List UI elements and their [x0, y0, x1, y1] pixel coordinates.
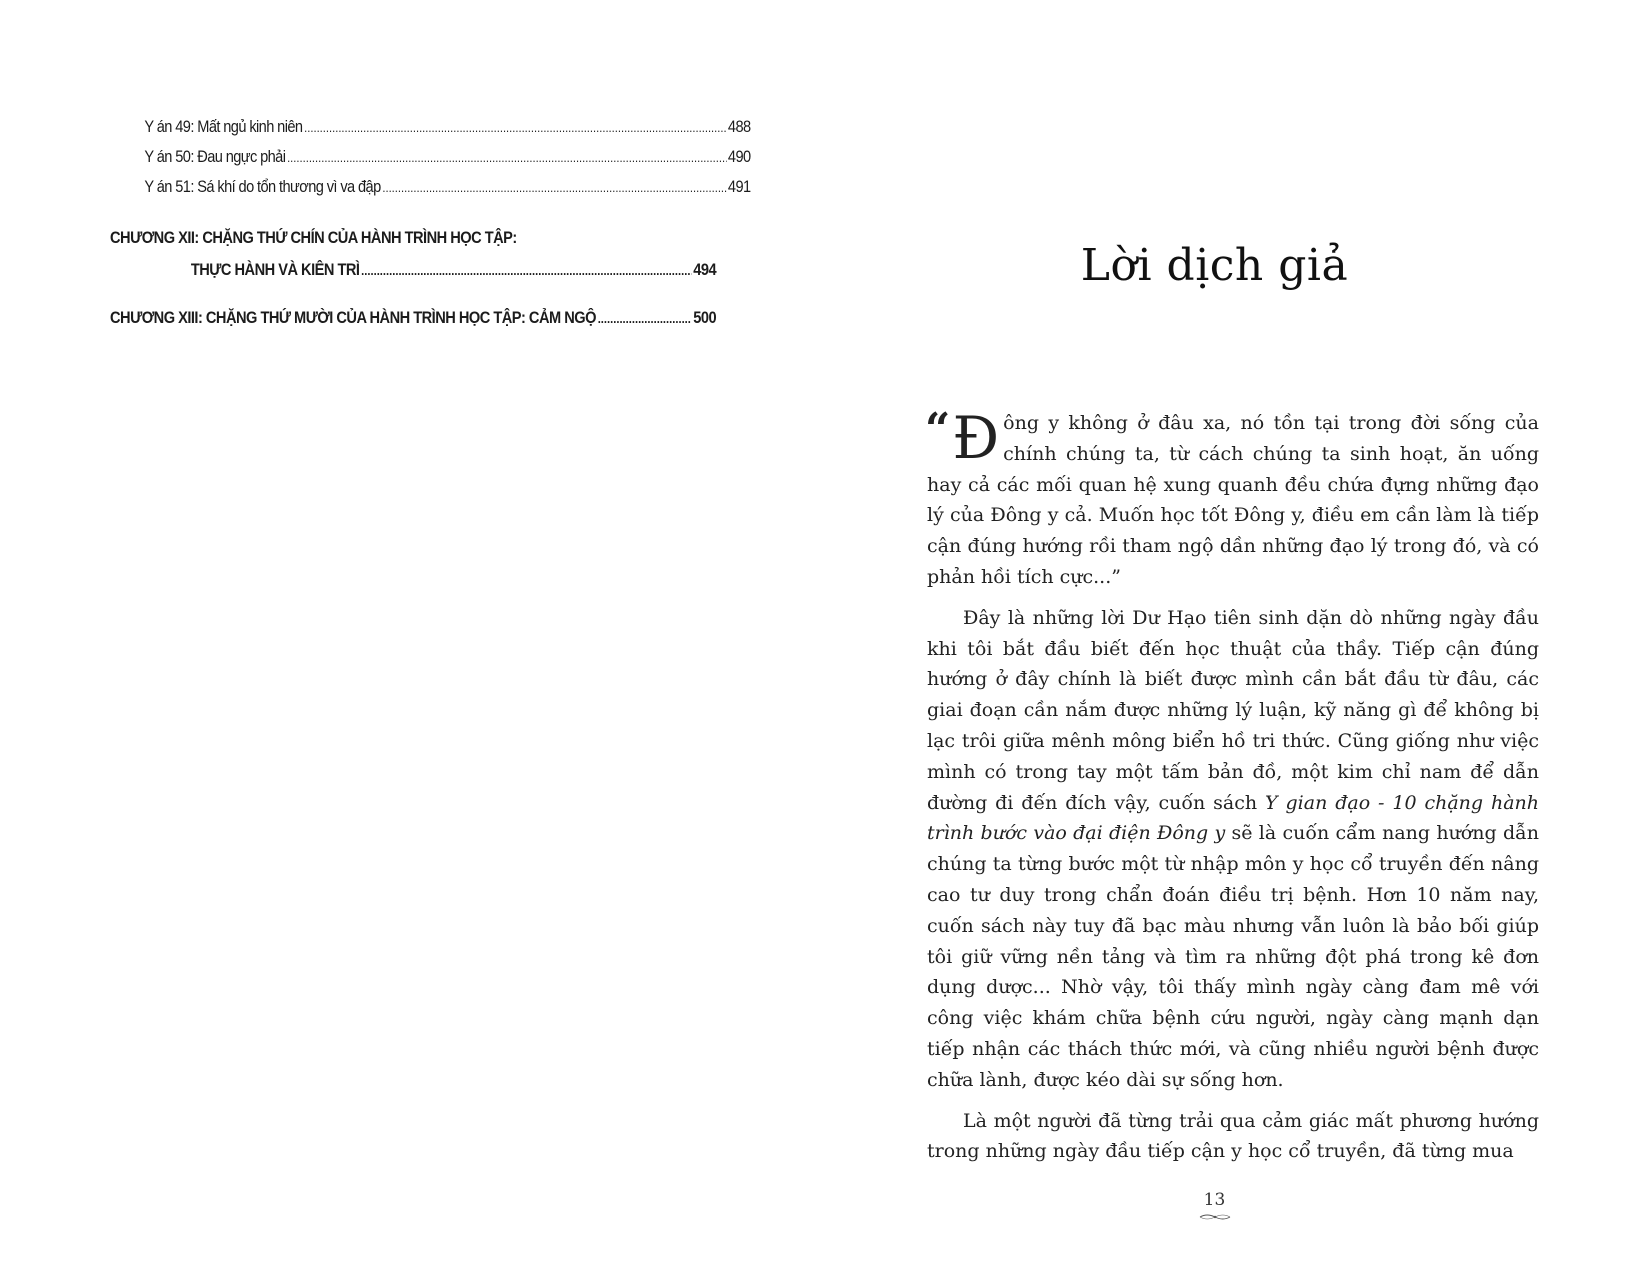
toc-entry-label: Y án 49: Mất ngủ kinh niên: [144, 117, 303, 136]
toc-chapter-12-title-line1: CHƯƠNG XII: CHẶNG THỨ CHÍN CỦA HÀNH TRÌNH HỌC TẬP:: [110, 228, 517, 247]
preface-body: [925, 404, 1539, 1177]
toc-chapter-12-title-line2-row: [110, 254, 716, 286]
toc-chapter-12-title-line2: THỰC HÀNH VÀ KIÊN TRÌ: [190, 260, 360, 279]
page-number: 13: [1203, 1190, 1226, 1210]
toc-chapter-13-row: [110, 302, 716, 334]
toc-entry-page: 488: [727, 117, 751, 136]
toc-entry-case-49[interactable]: [110, 112, 750, 142]
toc-chapter-13-page: 500: [693, 308, 717, 327]
toc-entry-page: 491: [727, 177, 751, 196]
page-title: Lời dịch giả: [1080, 240, 1349, 291]
dot-leader: [304, 113, 726, 143]
book-title-italic: Y gian đạo - 10 chặng hành trình bước vào đại điện Đông y: [927, 791, 1539, 845]
toc-chapter-12-page: 494: [693, 260, 717, 279]
paragraph-2-text-start: Đây là những lời Dư Hạo tiên sinh dặn dò những ngày đầu khi tôi bắt đầu biết đến học thuật của thầy. Tiếp cận đúng hướng ở đây chính là biết được mình cần bắt đầu từ đâu, các giai đoạn cần nắm được những lý luận, kỹ năng gì để không bị lạc trôi giữa mênh mông biển hồ tri thức. Cũng giống như việc mình có trong tay một tấm bản đồ, một kim chỉ nam để dẫn đường đi đến đích vậy, cuốn sách: [927, 606, 1539, 814]
quote-text: ông y không ở đâu xa, nó tồn tại trong đời sống của chính chúng ta, từ cách chúng ta sinh hoạt, ăn uống hay cả các mối quan hệ xung quanh đều chứa đựng những đạo lý của Đông y cả. Muốn học tốt Đông y, điều em cần làm là tiếp cận đúng hướng rồi tham ngộ dần những đạo lý trong đó, và có phản hồi tích cực...”: [927, 412, 1539, 588]
open-quote-mark: “: [925, 404, 951, 455]
toc-entry-label: Y án 50: Đau ngực phải: [144, 147, 286, 166]
table-of-contents: [110, 112, 751, 334]
toc-entry-case-51[interactable]: [110, 172, 750, 202]
dot-leader: [287, 143, 726, 173]
opening-quote-paragraph: [925, 404, 1539, 593]
paragraph-3: Là một người đã từng trải qua cảm giác mất phương hướng trong những ngày đầu tiếp cận y học cổ truyền, đã từng mua: [927, 1109, 1539, 1163]
toc-entry-page: 490: [727, 147, 751, 166]
right-page-preface: [800, 0, 1629, 1273]
toc-chapter-13-title: CHƯƠNG XIII: CHẶNG THỨ MƯỜI CỦA HÀNH TRÌNH HỌC TẬP: CẢM NGỘ: [110, 308, 596, 327]
paragraph-2: [927, 603, 1539, 1096]
dot-leader: [361, 255, 691, 287]
toc-chapter-13[interactable]: [110, 302, 716, 334]
paragraph-2-text-end: sẽ là cuốn cẩm nang hướng dẫn chúng ta từng bước một từ nhập môn y học cổ truyền đến nâng cao tư duy trong chẩn đoán điều trị bệnh. Hơn 10 năm nay, cuốn sách này tuy đã bạc màu nhưng vẫn luôn là bảo bối giúp tôi giữ vững nền tảng và tìm ra những đột phá trong kê đơn dụng dược... Nhờ vậy, tôi thấy mình ngày càng đam mê với công việc khám chữa bệnh cứu người, ngày càng mạnh dạn tiếp nhận các thách thức mới, và cũng nhiều người bệnh được chữa lành, được kéo dài sự sống hơn.: [927, 822, 1539, 1091]
dot-leader: [598, 303, 692, 335]
toc-entry-case-50[interactable]: [110, 142, 750, 172]
page-number-ornament-icon: [1198, 1213, 1232, 1221]
drop-cap: Đ: [952, 404, 1000, 472]
toc-chapter-12[interactable]: [110, 222, 716, 286]
left-page-table-of-contents: [0, 0, 800, 1273]
toc-entry-label: Y án 51: Sá khí do tổn thương vì va đập: [144, 177, 381, 196]
dot-leader: [382, 173, 726, 203]
